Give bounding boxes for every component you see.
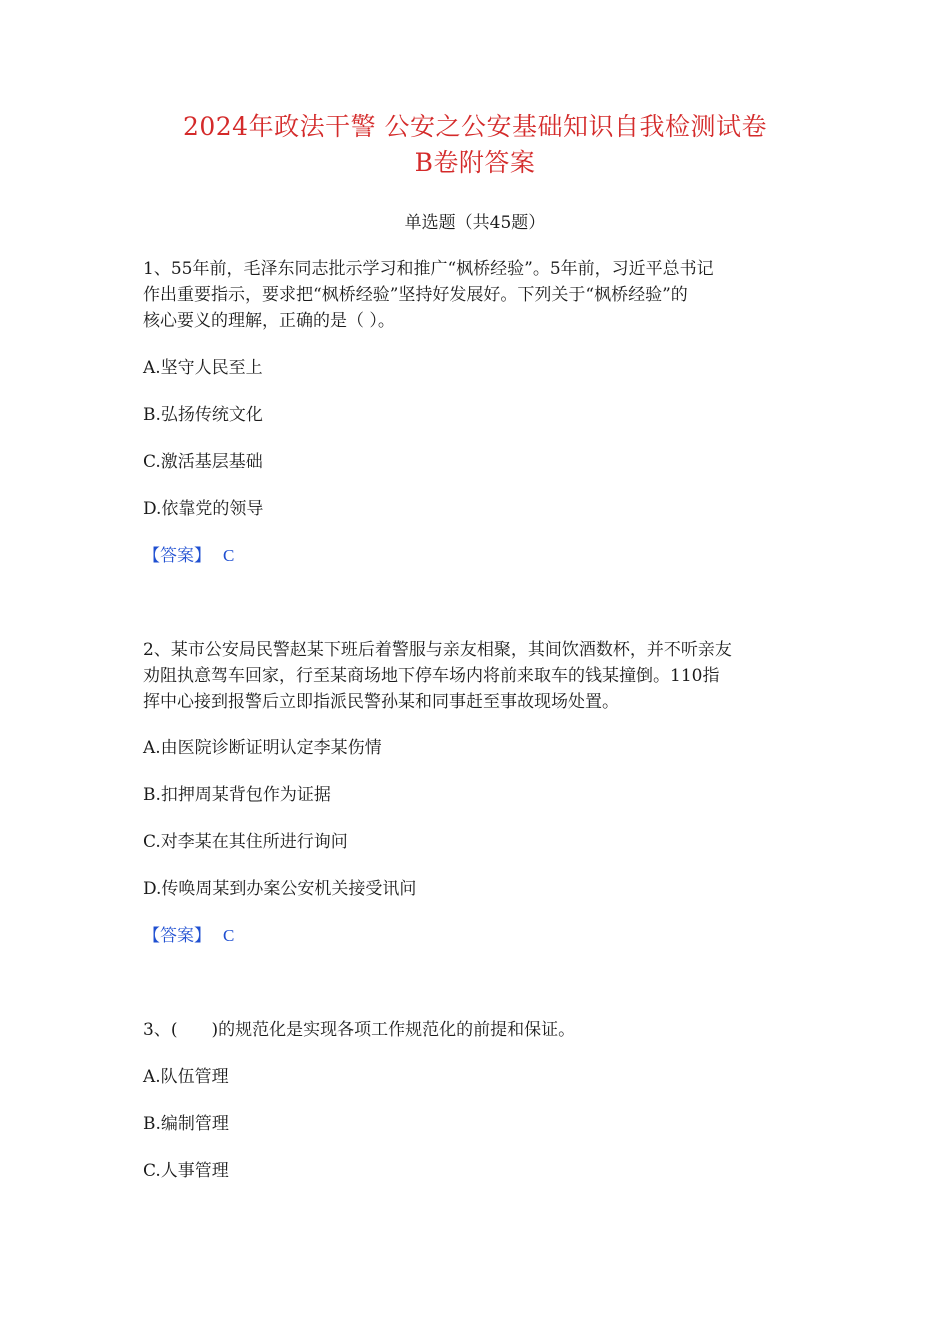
- question-1-option-d: D.依靠党的领导: [143, 499, 264, 519]
- question-1-option-a: A.坚守人民至上: [143, 358, 263, 378]
- question-3-option-c: C.人事管理: [143, 1161, 229, 1181]
- question-1-option-b: B.弘扬传统文化: [143, 405, 263, 425]
- question-2-option-a: A.由医院诊断证明认定李某伤情: [143, 738, 382, 758]
- answer-label: 【答案】: [143, 546, 211, 566]
- document-title-line-1: 2024年政法干警 公安之公安基础知识自我检测试卷: [182, 112, 768, 141]
- question-3-stem-line-1: 3、( )的规范化是实现各项工作规范化的前提和保证。: [143, 1020, 576, 1040]
- question-2-answer: [143, 923, 234, 949]
- question-1-stem-line-2: 作出重要指示，要求把“枫桥经验”坚持好发展好。下列关于“枫桥经验”的: [143, 285, 688, 305]
- question-1-answer: [143, 543, 234, 569]
- question-2-stem-line-1: 2、某市公安局民警赵某下班后着警服与亲友相聚，其间饮酒数杯，并不听亲友: [143, 640, 732, 660]
- question-2-stem-line-3: 挥中心接到报警后立即指派民警孙某和同事赶至事故现场处置。: [143, 692, 619, 712]
- answer-value: C: [223, 926, 235, 945]
- document-title-line-2: B卷附答案: [414, 148, 536, 177]
- question-2-option-d: D.传唤周某到办案公安机关接受讯问: [143, 879, 417, 899]
- question-1-stem-line-1: 1、55年前，毛泽东同志批示学习和推广“枫桥经验”。5年前，习近平总书记: [143, 259, 714, 279]
- question-2-option-c: C.对李某在其住所进行询问: [143, 832, 348, 852]
- answer-label: 【答案】: [143, 926, 211, 946]
- answer-value: C: [223, 546, 235, 565]
- question-2-option-b: B.扣押周某背包作为证据: [143, 785, 331, 805]
- question-1-option-c: C.激活基层基础: [143, 452, 263, 472]
- question-3-option-a: A.队伍管理: [143, 1067, 229, 1087]
- question-3-option-b: B.编制管理: [143, 1114, 229, 1134]
- question-1-stem-line-3: 核心要义的理解，正确的是（ ）。: [143, 311, 395, 331]
- section-heading: 单选题（共45题）: [404, 213, 546, 233]
- question-2-stem-line-2: 劝阻执意驾车回家，行至某商场地下停车场内将前来取车的钱某撞倒。110指: [143, 666, 720, 686]
